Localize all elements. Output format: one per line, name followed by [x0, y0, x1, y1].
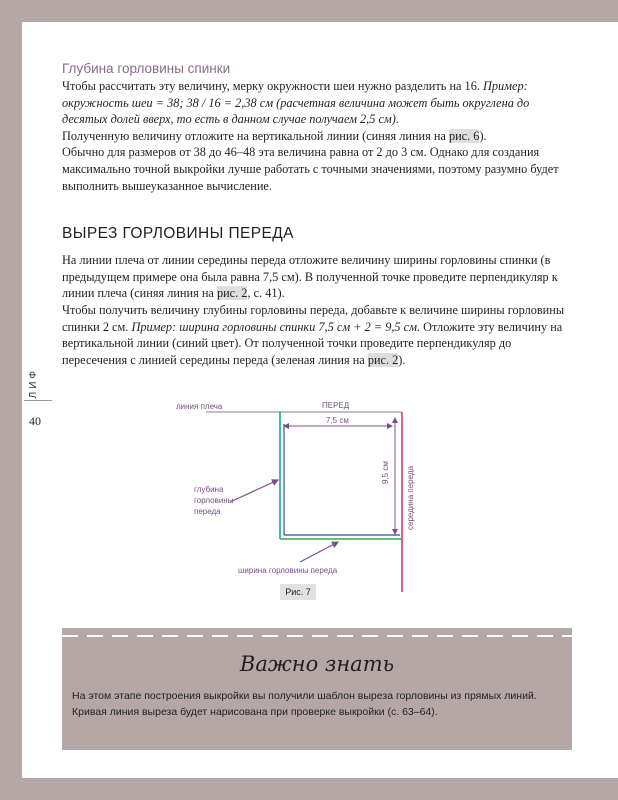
subheading: Глубина горловины спинки	[62, 61, 231, 76]
callout-dashed-border	[62, 628, 572, 644]
neckline-diagram	[170, 392, 430, 602]
text: ).	[398, 352, 406, 367]
paragraph	[62, 252, 572, 302]
depth-measure-label: 9,5 см	[381, 461, 390, 484]
section-heading: ВЫРЕЗ ГОРЛОВИНЫ ПЕРЕДА	[62, 225, 294, 243]
paragraph: Обычно для размеров от 38 до 46–48 эта величина равна от 2 до 3 см. Однако для создания максимально точной выкройки лучше работать с точными значениями, поэтому разумно будет выполнить вышеуказанное вычисление.	[62, 145, 559, 193]
section-label: ЛИФ	[28, 368, 39, 399]
example-text: Пример: окружность шеи = 38; 38 / 16 = 2,38 см (расчетная величина может быть округлена до десятых долей вверх, то есть в данном случае получаем 2,5 см).	[62, 79, 530, 127]
page-number: 40	[29, 414, 41, 428]
width-pointer	[300, 542, 338, 562]
shoulder-line-label: линия плеча	[176, 402, 223, 411]
example-text: Пример: ширина горловины спинки 7,5 см + 2 = 9,5 см.	[131, 319, 421, 334]
text: Полученную величину отложите на вертикальной линии (синяя линия на	[62, 128, 449, 143]
depth-label-line3: переда	[194, 507, 221, 516]
paragraph	[62, 78, 572, 128]
text: ).	[479, 128, 487, 143]
callout-title: Важно знать	[239, 652, 395, 676]
text: , с. 41).	[247, 286, 285, 301]
neck-width-label: ширина горловины переда	[238, 566, 338, 575]
text: На линии плеча от линии середины переда отложите величину ширины горловины спинки (в предыдущем примере она была равна 7,5 см). В полученной точке проведите перпендикуляр к линии плеча (синяя линия на	[62, 253, 558, 301]
text: Чтобы рассчитать эту величину, мерку окружности шеи нужно разделить на 16.	[62, 79, 483, 93]
figure-reference[interactable]: рис. 2	[367, 352, 399, 367]
figure-reference[interactable]: рис. 6	[448, 128, 480, 143]
figure-reference[interactable]: рис. 2	[216, 286, 248, 301]
callout-box	[62, 628, 572, 750]
depth-label-line2: горловины	[194, 496, 234, 505]
sidebar-divider	[24, 400, 52, 401]
figure-caption: Рис. 7	[280, 584, 316, 600]
paragraph	[62, 302, 572, 368]
depth-pointer	[230, 480, 278, 502]
width-measure-label: 7,5 см	[326, 416, 349, 425]
depth-label-line1: глубина	[194, 485, 224, 494]
text: Чтобы получить величину глубины горловины переда, добавьте к величине ширины горловины спинки 2 см.	[62, 302, 565, 334]
text: Отложите эту величину на вертикальной линии (синий цвет). От полученной точки проведите перпендикуляр до пересечения с линией середины переда (зеленая линия на	[62, 319, 563, 367]
front-label: ПЕРЕД	[322, 401, 350, 410]
main-content	[62, 60, 572, 368]
callout-text: На этом этапе построения выкройки вы получили шаблон выреза горловины из прямых линий. Кривая линия выреза будет нарисована при проверке выкройки (с. 63–64).	[72, 690, 537, 718]
paragraph	[62, 128, 572, 145]
center-front-label: середина переда	[406, 465, 415, 530]
